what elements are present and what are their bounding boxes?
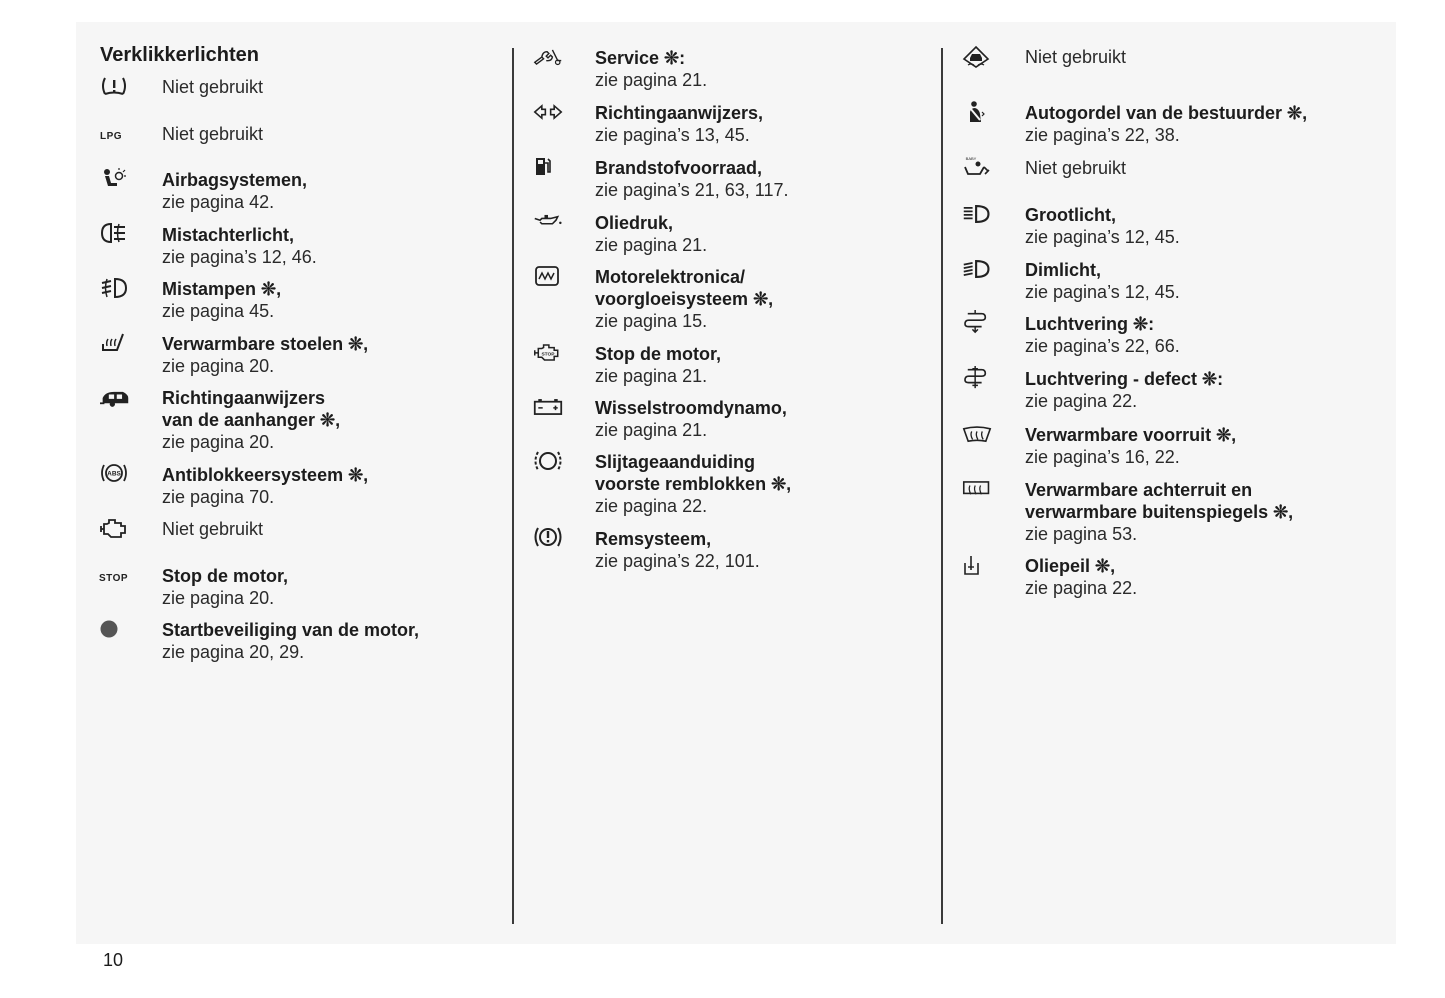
air-suspension-icon xyxy=(962,310,992,334)
engine-stop-icon xyxy=(533,340,563,364)
list-item: Luchtvering - defect ❊: zie pagina 22. xyxy=(1025,369,1224,411)
list-item: Richtingaanwijzers, zie pagina’s 13, 45. xyxy=(595,103,764,145)
list-item: Luchtvering ❊: zie pagina’s 22, 66. xyxy=(1025,314,1180,356)
list-item: Service ❊: zie pagina 21. xyxy=(595,48,708,90)
list-item: Brandstofvoorraad, zie pagina’s 21, 63, 117. xyxy=(595,158,789,200)
stop-label-icon: STOP xyxy=(99,573,129,584)
column-divider xyxy=(512,48,514,924)
oil-can-icon xyxy=(533,210,563,234)
list-item: Wisselstroomdynamo, zie pagina 21. xyxy=(595,398,787,440)
service-wrench-icon xyxy=(533,45,563,69)
list-item: Verwarmbare achterruit en verwarmbare buitenspiegels ❊, zie pagina 53. xyxy=(1025,480,1294,544)
list-item: Slijtageaanduiding voorste remblokken ❊, zie pagina 22. xyxy=(595,452,792,516)
baby-on-board-icon xyxy=(962,155,992,179)
immobilizer-dot-icon xyxy=(99,618,129,642)
page-number: 10 xyxy=(103,950,124,970)
list-item: Niet gebruikt xyxy=(162,77,264,97)
oil-level-icon xyxy=(962,554,992,578)
trailer-icon xyxy=(100,386,130,410)
airbag-icon xyxy=(99,167,129,191)
rear-fog-light-icon xyxy=(99,221,129,245)
front-defrost-icon xyxy=(962,423,992,447)
list-item: Startbeveiliging van de motor, zie pagina 20, 29. xyxy=(162,620,420,662)
air-suspension-fault-icon xyxy=(962,366,992,390)
fuel-pump-icon xyxy=(533,155,563,179)
list-item: Niet gebruikt xyxy=(162,124,264,144)
list-item: Stop de motor, zie pagina 20. xyxy=(162,566,288,608)
engine-icon xyxy=(99,516,129,540)
traction-control-icon xyxy=(962,45,992,69)
list-item: Niet gebruikt xyxy=(1025,158,1127,178)
rear-defrost-icon xyxy=(962,477,992,501)
list-item: Antiblokkeersysteem ❊, zie pagina 70. xyxy=(162,465,369,507)
turn-signal-icon xyxy=(533,100,563,124)
fog-lamp-icon xyxy=(99,276,129,300)
engine-electronics-icon xyxy=(533,264,563,288)
low-beam-icon xyxy=(962,257,992,281)
section-heading: Verklikkerlichten xyxy=(100,44,259,66)
list-item: Mistachterlicht, zie pagina’s 12, 46. xyxy=(162,225,317,267)
heated-seat-icon xyxy=(99,330,129,354)
list-item: Verwarmbare stoelen ❊, zie pagina 20. xyxy=(162,334,369,376)
list-item: Oliedruk, zie pagina 21. xyxy=(595,213,708,255)
brake-system-icon xyxy=(533,525,563,549)
list-item: Dimlicht, zie pagina’s 12, 45. xyxy=(1025,260,1180,302)
list-item: Remsysteem, zie pagina’s 22, 101. xyxy=(595,529,760,571)
list-item: Mistampen ❊, zie pagina 45. xyxy=(162,279,282,321)
abs-icon xyxy=(99,461,129,485)
list-item: Autogordel van de bestuurder ❊, zie pagina’s 22, 38. xyxy=(1025,103,1308,145)
list-item: Niet gebruikt xyxy=(162,519,264,539)
brake-pad-icon xyxy=(533,449,563,473)
tire-pressure-icon xyxy=(99,74,129,98)
svg-text:ABS: ABS xyxy=(107,470,121,478)
list-item: Verwarmbare voorruit ❊, zie pagina’s 16, 22. xyxy=(1025,425,1237,467)
seatbelt-icon xyxy=(962,100,992,124)
list-item: Niet gebruikt xyxy=(1025,47,1127,67)
svg-text:BABY: BABY xyxy=(965,156,977,161)
lpg-label-icon: LPG xyxy=(100,131,123,142)
list-item: Stop de motor, zie pagina 21. xyxy=(595,344,721,386)
high-beam-icon xyxy=(962,202,992,226)
list-item: Grootlicht, zie pagina’s 12, 45. xyxy=(1025,205,1180,247)
column-divider xyxy=(941,48,943,924)
list-item: Oliepeil ❊, zie pagina 22. xyxy=(1025,556,1138,598)
battery-icon xyxy=(533,395,563,419)
svg-text:STOP: STOP xyxy=(541,352,555,358)
list-item: Motorelektronica/ voorgloeisysteem ❊, zie pagina 15. xyxy=(595,267,774,331)
list-item: Richtingaanwijzers van de aanhanger ❊, zie pagina 20. xyxy=(162,388,341,452)
list-item: Airbagsystemen, zie pagina 42. xyxy=(162,170,308,212)
